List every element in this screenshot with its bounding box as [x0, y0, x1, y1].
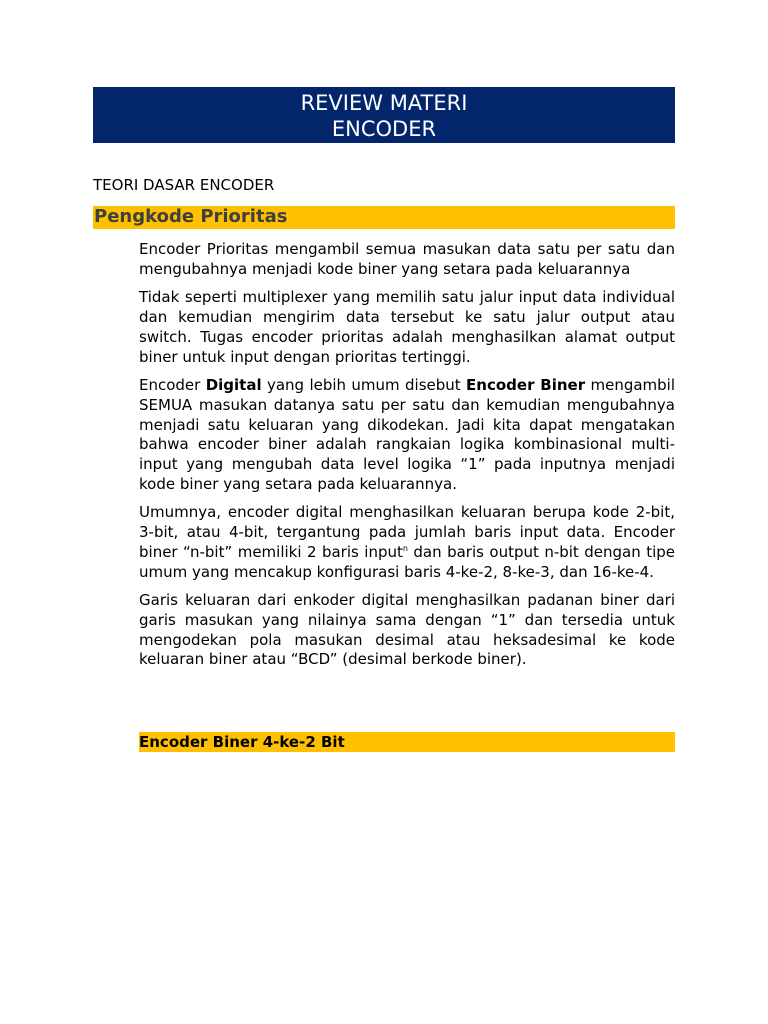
title-line-2: ENCODER — [331, 117, 437, 141]
paragraph-3-text-1: Encoder — [139, 376, 206, 395]
body-text — [139, 240, 675, 679]
paragraph-5: Garis keluaran dari enkoder digital menghasilkan padanan biner dari garis masukan yang nilainya sama dengan “1” dan tersedia untuk mengodekan pola masukan desimal atau heksadesimal ke kode keluaran biner atau “BCD” (desimal berkode biner). — [139, 591, 675, 669]
paragraph-3-text-3: mengambil SEMUA masukan datanya satu per satu dan kemudian mengubahnya menjadi satu keluaran yang dikodekan. Jadi kita dapat mengatakan bahwa encoder biner adalah rangkaian logika kombinasional multi-input yang mengubah data level logika “1” pada inputnya menjadi kode biner yang setara pada keluarannya. — [139, 376, 676, 493]
paragraph-4-text-2: dan baris output n-bit dengan tipe umum yang mencakup konfigurasi baris 4-ke-2, 8-ke-3, dan 16-ke-4. — [139, 542, 675, 581]
paragraph-1: Encoder Prioritas mengambil semua masukan data satu per satu dan mengubahnya menjadi kode biner yang setara pada keluarannya — [139, 240, 675, 278]
section-title: Pengkode Prioritas — [93, 206, 675, 229]
paragraph-2: Tidak seperti multiplexer yang memilih satu jalur input data individual dan kemudian mengirim data tersebut ke satu jalur output atau switch. Tugas encoder prioritas adalah menghasilkan alamat output biner untuk input dengan prioritas tertinggi. — [139, 288, 675, 366]
paragraph-3-text-2: yang lebih umum disebut — [261, 376, 467, 395]
subsection-title: Encoder Biner 4-ke-2 Bit — [139, 732, 675, 752]
paragraph-4-superscript: n — [402, 543, 408, 553]
paragraph-3 — [139, 376, 675, 494]
paragraph-4-text-1: Umumnya, encoder digital menghasilkan keluaran berupa kode 2-bit, 3-bit, atau 4-bit, tergantung pada jumlah baris input data. Encoder biner “n-bit” memiliki 2 baris input — [139, 503, 675, 561]
subheading: TEORI DASAR ENCODER — [93, 176, 275, 194]
paragraph-4 — [139, 503, 675, 582]
title-line-1: REVIEW MATERI — [300, 91, 468, 115]
paragraph-3-bold-1: Digital — [205, 376, 262, 395]
title-banner — [93, 87, 675, 143]
paragraph-3-bold-2: Encoder Biner — [466, 376, 586, 395]
